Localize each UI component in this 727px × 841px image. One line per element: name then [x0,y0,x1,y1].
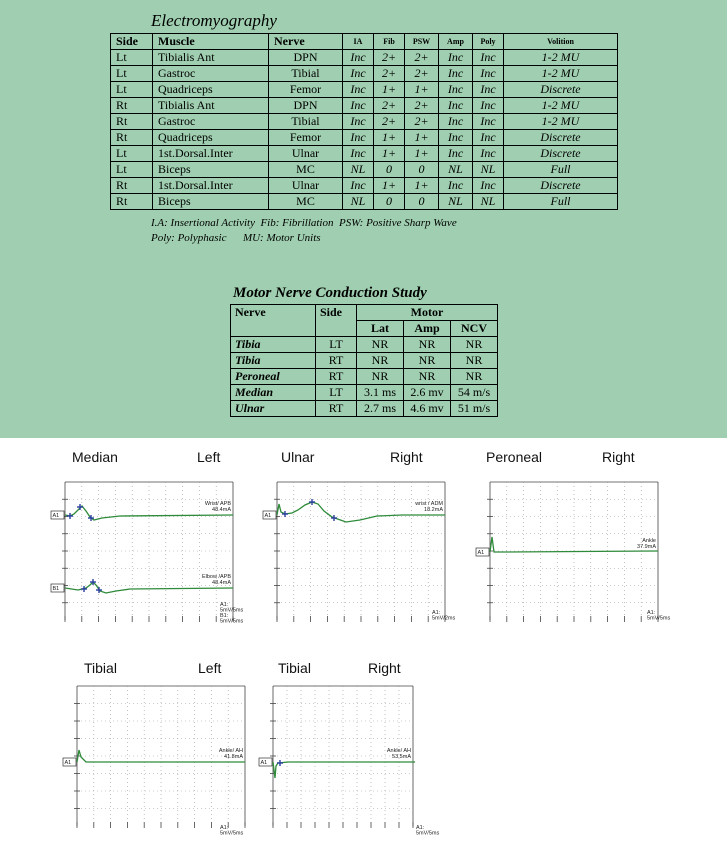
emg-cell: 1+ [374,130,405,146]
emg-table [110,33,618,210]
trace-site-label: wrist / ADM [415,501,443,507]
scale-label: B1: [220,613,229,619]
ncs-cell: 51 m/s [451,401,498,417]
emg-cell: Tibialis Ant [153,50,269,66]
emg-cell: 1+ [374,82,405,98]
ncs-row [231,401,498,417]
ncs-cell: RT [316,369,357,385]
emg-cell: Discrete [504,178,618,194]
trace-tag-label: A1 [477,550,485,556]
ncs-cell: 2.6 mv [404,385,451,401]
emg-cell: Inc [439,82,473,98]
trace-tag-label: B1 [52,586,60,592]
peroneal-right-waveform-panel [475,478,687,630]
emg-cell: 2+ [374,98,405,114]
emg-cell: 2+ [405,66,439,82]
emg-cell: NL [343,194,374,210]
ncs-cell: NR [451,353,498,369]
emg-cell: MC [269,162,343,178]
scale-label: A1: [416,825,425,831]
emg-cell: 2+ [405,50,439,66]
emg-cell: Full [504,194,618,210]
ulnar-right-waveform-panel [262,478,462,630]
panel-median-nerve-label: Median [72,449,118,465]
emg-cell: 1+ [405,82,439,98]
emg-cell: 2+ [374,50,405,66]
emg-cell: Discrete [504,82,618,98]
emg-cell: 0 [405,194,439,210]
ncs-cell: NR [357,353,404,369]
emg-row [111,130,618,146]
emg-cell: Inc [439,66,473,82]
emg-cell: Lt [111,66,153,82]
ncs-header-motor: Motor [357,305,498,321]
emg-cell: Gastroc [153,66,269,82]
median-left-waveform-panel [50,478,250,630]
ncs-cell: RT [316,401,357,417]
emg-cell: Rt [111,114,153,130]
emg-cell: 1st.Dorsal.Inter [153,178,269,194]
emg-header-cell: Volition [504,34,618,50]
emg-cell: Inc [473,50,504,66]
emg-cell: 2+ [374,114,405,130]
emg-cell: Lt [111,82,153,98]
scale-label: 5mV/2ms [432,615,456,622]
ncs-cell: Peroneal [231,369,316,385]
emg-cell: 1-2 MU [504,50,618,66]
emg-row [111,66,618,82]
emg-cell: 1+ [374,146,405,162]
emg-cell: Inc [439,178,473,194]
panel-ulnar-nerve-label: Ulnar [281,449,315,465]
emg-cell: Femor [269,130,343,146]
scale-label: A1: [432,610,441,616]
ncs-cell: NR [404,369,451,385]
emg-cell: Lt [111,162,153,178]
waveform-trace [273,762,415,778]
ncs-cell: NR [451,337,498,353]
trace-tag-label: A1 [260,760,268,766]
emg-cell: 0 [374,194,405,210]
trace-current-label: 48.4mA [212,507,231,513]
scale-label: 5mV/5ms [647,615,671,622]
panel-median-side-label: Left [197,449,221,465]
trace-tag-label: A1 [264,513,272,519]
emg-cell: 2+ [405,114,439,130]
ncs-cell: NR [357,369,404,385]
emg-cell: 1-2 MU [504,66,618,82]
scale-label: 5mV/5ms [220,830,244,837]
emg-header-cell: Amp [439,34,473,50]
ncs-cell: 2.7 ms [357,401,404,417]
ncs-cell: Median [231,385,316,401]
trace-site-label: Ankle/ AH [218,748,243,754]
ncs-row [231,353,498,369]
trace-current-label: 53.5mA [392,754,411,760]
emg-cell: Femor [269,82,343,98]
emg-cell: Inc [343,98,374,114]
emg-cell: Rt [111,194,153,210]
emg-cell: 0 [374,162,405,178]
emg-cell: 1-2 MU [504,114,618,130]
emg-legend-line-1: I.A: Insertional Activity Fib: Fibrillation PSW: Positive Sharp Wave [151,217,457,229]
emg-cell: Inc [439,50,473,66]
ncs-header-nerve: Nerve [231,305,316,337]
panel-tibial-right-nerve-label: Tibial [278,660,311,676]
emg-cell: 1+ [405,130,439,146]
emg-cell: Discrete [504,130,618,146]
emg-cell: Inc [439,146,473,162]
emg-cell: Quadriceps [153,130,269,146]
ncs-row [231,337,498,353]
panel-tibial-left-side-label: Left [198,660,222,676]
emg-cell: Inc [473,82,504,98]
emg-cell: Inc [473,130,504,146]
emg-header-cell: Poly [473,34,504,50]
ncs-cell: RT [316,353,357,369]
ncs-table [230,304,498,417]
ncs-cell: LT [316,337,357,353]
trace-site-label: Ankle/ AH [386,748,411,754]
emg-legend-line-2: Poly: Polyphasic MU: Motor Units [151,232,321,244]
ncs-cell: NR [451,369,498,385]
emg-title: Electromyography [151,11,277,30]
emg-cell: DPN [269,50,343,66]
ncs-cell: NR [404,337,451,353]
emg-row [111,178,618,194]
emg-cell: NL [439,162,473,178]
emg-cell: Gastroc [153,114,269,130]
emg-cell: Tibial [269,114,343,130]
scale-label: A1: [220,602,229,608]
emg-cell: Inc [439,114,473,130]
panel-tibial-left-nerve-label: Tibial [84,660,117,676]
emg-header-row [111,34,618,50]
emg-cell: Inc [439,98,473,114]
ncs-cell: Ulnar [231,401,316,417]
trace-current-label: 18.2mA [424,507,443,513]
ncs-cell: LT [316,385,357,401]
emg-cell: Inc [343,130,374,146]
trace-tag-label: A1 [64,760,72,766]
emg-cell: Inc [439,130,473,146]
emg-cell: Inc [343,50,374,66]
emg-header-cell: Fib [374,34,405,50]
emg-cell: 2+ [374,66,405,82]
ncs-row [231,385,498,401]
ncs-row [231,369,498,385]
emg-row [111,162,618,178]
ncs-cell: 4.6 mv [404,401,451,417]
ncs-cell: NR [404,353,451,369]
emg-cell: NL [473,162,504,178]
scale-label: A1: [220,825,229,831]
ncs-header-lat: Lat [357,321,404,337]
emg-cell: Inc [473,114,504,130]
panel-peroneal-side-label: Right [602,449,635,465]
ncs-header-ncv: NCV [451,321,498,337]
waveform-trace [490,537,658,552]
emg-cell: 1+ [374,178,405,194]
emg-header-cell: Side [111,34,153,50]
scale-label: 5mV/5ms [220,607,244,614]
emg-header-cell: Nerve [269,34,343,50]
emg-cell: 2+ [405,98,439,114]
emg-row [111,114,618,130]
ncs-cell: 54 m/s [451,385,498,401]
emg-row [111,82,618,98]
emg-cell: Ulnar [269,178,343,194]
emg-cell: Inc [343,114,374,130]
trace-tag-label: A1 [52,513,60,519]
emg-cell: Inc [473,98,504,114]
emg-cell: MC [269,194,343,210]
emg-cell: Biceps [153,194,269,210]
emg-cell: DPN [269,98,343,114]
emg-cell: Inc [473,146,504,162]
emg-cell: NL [473,194,504,210]
ncs-header-side: Side [316,305,357,337]
emg-cell: Tibialis Ant [153,98,269,114]
ncs-cell: Tibia [231,337,316,353]
emg-cell: Inc [343,178,374,194]
emg-row [111,50,618,66]
panel-peroneal-nerve-label: Peroneal [486,449,543,465]
waveform-trace [65,582,233,593]
emg-row [111,146,618,162]
panel-tibial-right-side-label: Right [368,660,401,676]
emg-cell: 1+ [405,178,439,194]
emg-cell: Discrete [504,146,618,162]
trace-site-label: Ankle [642,538,656,544]
emg-cell: NL [439,194,473,210]
emg-cell: Rt [111,98,153,114]
emg-cell: Lt [111,50,153,66]
trace-current-label: 37.9mA [637,544,656,550]
emg-cell: 1+ [405,146,439,162]
trace-site-label: Wrist/ APB [204,501,231,507]
ncs-header-row [231,305,498,321]
scale-label: 5mV/5ms [416,830,440,837]
emg-cell: 0 [405,162,439,178]
emg-cell: Rt [111,178,153,194]
ncs-cell: Tibia [231,353,316,369]
emg-cell: 1-2 MU [504,98,618,114]
scale-label: A1: [647,610,656,616]
emg-header-cell: IA [343,34,374,50]
emg-cell: Lt [111,146,153,162]
emg-cell: Biceps [153,162,269,178]
emg-cell: Inc [343,66,374,82]
ncs-cell: 3.1 ms [357,385,404,401]
trace-current-label: 41.8mA [224,754,243,760]
emg-cell: Inc [343,82,374,98]
ncs-header-amp: Amp [404,321,451,337]
scale-label: 5mV/5ms [220,618,244,625]
ncs-title: Motor Nerve Conduction Study [233,285,427,301]
emg-cell: Inc [473,178,504,194]
emg-cell: Rt [111,130,153,146]
emg-cell: Quadriceps [153,82,269,98]
emg-header-cell: PSW [405,34,439,50]
tibial-left-waveform-panel [62,684,262,839]
emg-cell: NL [343,162,374,178]
ncs-cell: NR [357,337,404,353]
emg-header-cell: Muscle [153,34,269,50]
trace-current-label: 48.4mA [212,580,231,586]
emg-cell: Inc [343,146,374,162]
emg-cell: 1st.Dorsal.Inter [153,146,269,162]
emg-cell: Tibial [269,66,343,82]
emg-cell: Inc [473,66,504,82]
emg-row [111,194,618,210]
panel-ulnar-side-label: Right [390,449,423,465]
trace-site-label: Elbow /APB [201,574,231,580]
emg-cell: Ulnar [269,146,343,162]
tibial-right-waveform-panel [258,684,458,839]
emg-row [111,98,618,114]
emg-cell: Full [504,162,618,178]
